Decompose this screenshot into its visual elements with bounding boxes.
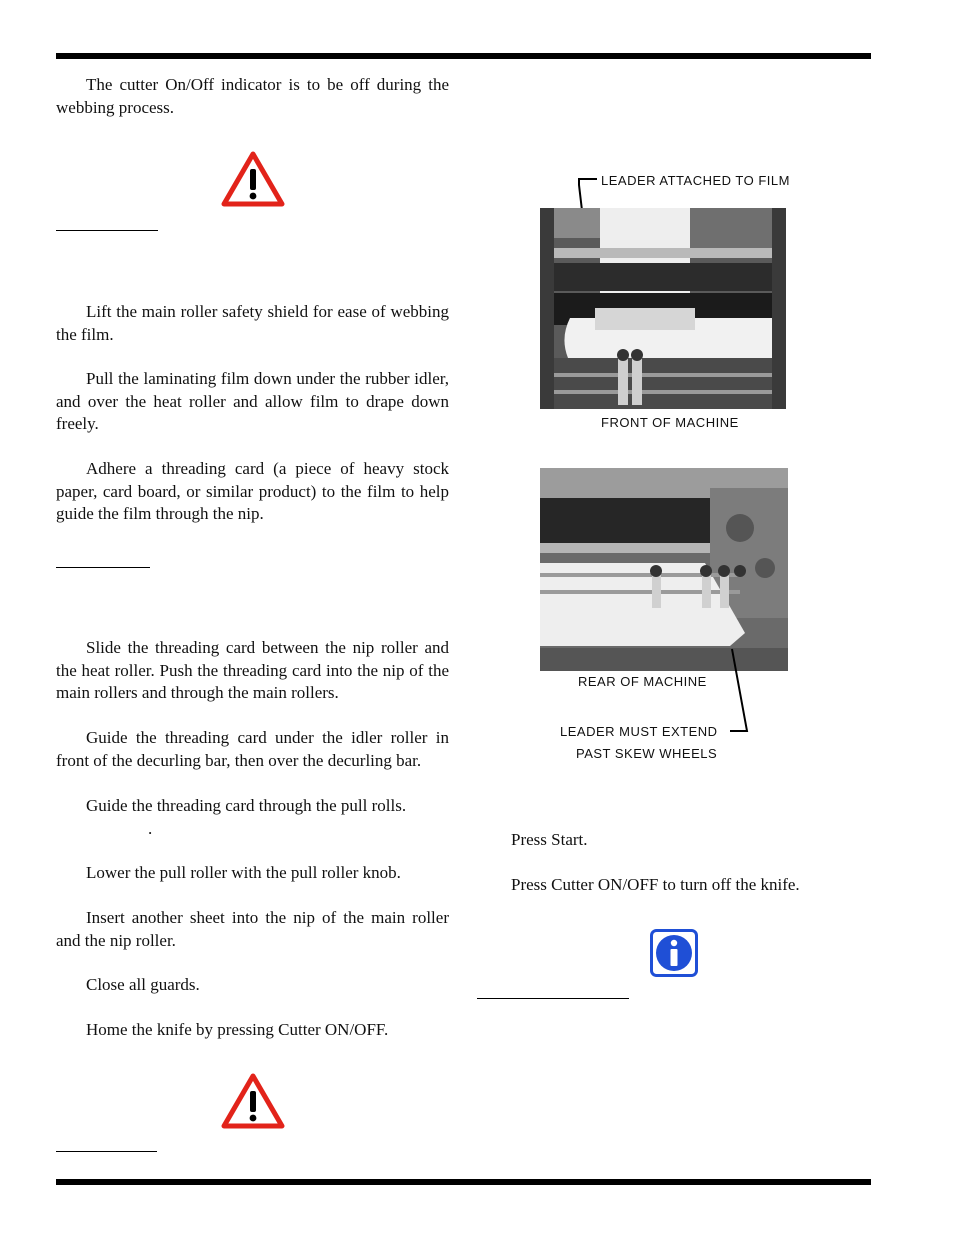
caption-leader-must-extend: LEADER MUST EXTEND [560, 724, 718, 739]
step-guide-pull-rolls: Guide the threading card through the pull rolls. [86, 796, 407, 815]
top-rule [56, 53, 871, 59]
stray-period: . [148, 819, 153, 838]
warning-heading-underline [56, 230, 158, 231]
step-lift-shield: Lift the main roller safety shield for ease of webbing the film. [56, 302, 449, 344]
step-press-start: Press Start. [511, 830, 588, 849]
step-cutter-off: Press Cutter ON/OFF to turn off the knife. [511, 875, 800, 894]
caption-front-of-machine: FRONT OF MACHINE [601, 415, 739, 430]
info-heading-underline [477, 998, 629, 999]
rear-of-machine-photo [540, 468, 788, 671]
step-insert-sheet: Insert another sheet into the nip of the main roller and the nip roller. [56, 908, 449, 950]
step-guide-idler: Guide the threading card under the idler roller in front of the decurling bar, then over the decurling bar. [56, 728, 449, 770]
step-slide-card: Slide the threading card between the nip roller and the heat roller. Push the threading card into the nip of the main rollers and through the main rollers. [56, 638, 449, 702]
callout-line-leader-extend [728, 645, 752, 737]
step-close-guards: Close all guards. [86, 975, 200, 994]
front-of-machine-photo [540, 208, 786, 409]
caption-rear-of-machine: REAR OF MACHINE [578, 674, 707, 689]
intro-paragraph: The cutter On/Off indicator is to be off during the webbing process. [56, 75, 449, 117]
warning-heading-underline-2 [56, 1151, 157, 1152]
step-home-knife: Home the knife by pressing Cutter ON/OFF. [86, 1020, 389, 1039]
step-pull-film: Pull the laminating film down under the rubber idler, and over the heat roller and allow film to drape down freely. [56, 369, 449, 433]
warning-triangle-icon [221, 1073, 285, 1129]
note-heading-underline [56, 567, 150, 568]
step-adhere-card: Adhere a threading card (a piece of heavy stock paper, card board, or similar product) to the film to help guide the film through the nip. [56, 459, 449, 523]
step-lower-pull-roller: Lower the pull roller with the pull roller knob. [86, 863, 401, 882]
info-icon [650, 929, 698, 977]
caption-past-skew-wheels: PAST SKEW WHEELS [576, 746, 718, 761]
warning-triangle-icon [221, 151, 285, 207]
caption-leader-attached: LEADER ATTACHED TO FILM [601, 173, 790, 188]
bottom-rule [56, 1179, 871, 1185]
